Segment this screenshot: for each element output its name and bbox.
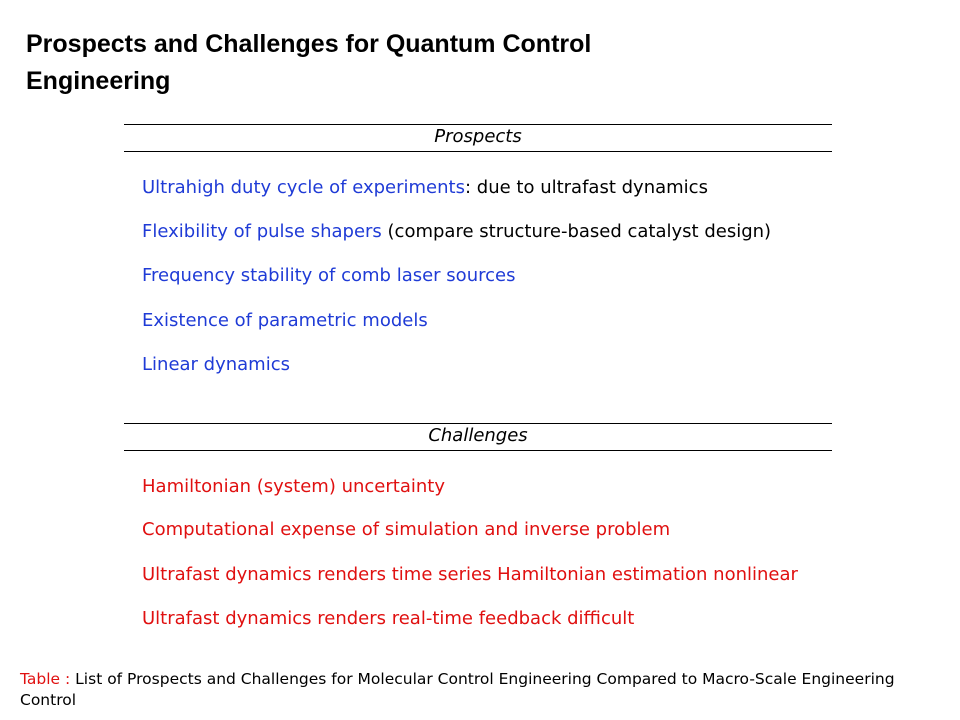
prospect-item-highlight: Linear dynamics <box>142 354 290 375</box>
prospect-item <box>142 221 771 242</box>
prospects-bottom-rule <box>124 151 832 152</box>
caption-text: List of Prospects and Challenges for Molecular Control Engineering Compared to Macro-Scale Engineering Control <box>20 670 895 709</box>
challenges-bottom-rule <box>124 450 832 451</box>
prospect-item <box>142 310 428 331</box>
challenges-top-rule <box>124 423 832 424</box>
prospect-item-highlight: Existence of parametric models <box>142 310 428 331</box>
prospect-item-note: (compare structure-based catalyst design) <box>381 221 772 242</box>
challenge-item: Computational expense of simulation and inverse problem <box>142 519 671 540</box>
challenges-header: Challenges <box>428 425 528 446</box>
slide-title: Prospects and Challenges for Quantum Control Engineering <box>26 30 592 95</box>
prospect-item <box>142 265 515 286</box>
challenge-item: Ultrafast dynamics renders real-time feedback difficult <box>142 608 635 629</box>
prospects-top-rule <box>124 124 832 125</box>
prospect-item-highlight: Frequency stability of comb laser sources <box>142 265 516 286</box>
prospect-item-highlight: Ultrahigh duty cycle of experiments <box>142 177 465 198</box>
table-caption <box>20 669 900 711</box>
prospect-item-highlight: Flexibility of pulse shapers <box>142 221 382 242</box>
prospect-item-note: : due to ultrafast dynamics <box>464 177 708 198</box>
prospect-item <box>142 354 290 375</box>
prospect-item <box>142 177 708 198</box>
challenge-item: Hamiltonian (system) uncertainty <box>142 476 445 497</box>
prospects-header: Prospects <box>434 126 522 147</box>
caption-label: Table : <box>20 670 71 688</box>
challenge-item: Ultrafast dynamics renders time series Hamiltonian estimation nonlinear <box>142 564 798 585</box>
